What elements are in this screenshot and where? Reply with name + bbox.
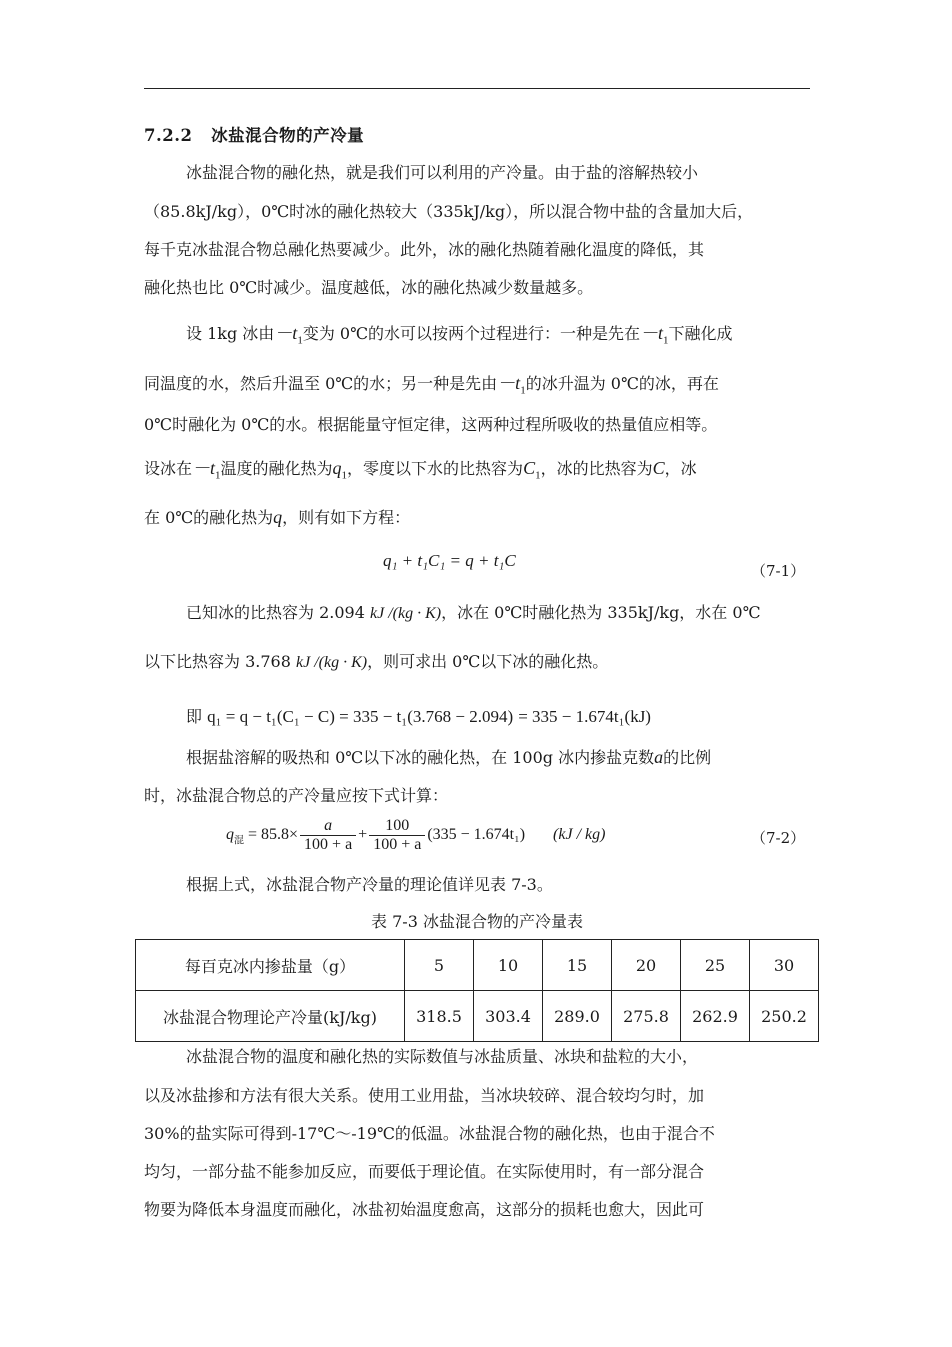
fraction-2: [369, 817, 425, 854]
table-row: [136, 940, 819, 991]
table-cell: 262.9: [681, 991, 750, 1042]
para3-line2: [144, 650, 810, 675]
text-span: 设冰在: [144, 459, 193, 478]
equation-7-2: [226, 817, 605, 854]
para1-line4: 融化热也比 0℃时减少。温度越低，冰的融化热减少数量越多。: [144, 278, 594, 297]
table-cell: 250.2: [750, 991, 819, 1042]
row-header-salt-amount: 每百克冰内掺盐量（g）: [136, 940, 405, 991]
para5-line: 根据上式，冰盐混合物产冷量的理论值详见表 7-3。: [186, 875, 553, 894]
symbol-neg-t1: $-t_1$: [497, 373, 526, 397]
equation-number-7-1: （7-1）: [751, 562, 806, 580]
text-span: ，则可求出 0℃以下冰的融化热。: [367, 652, 609, 671]
equation-derived: [186, 704, 651, 727]
text-span: 根据盐溶解的吸热和 0℃以下冰的融化热，在 100g 冰内掺盐克数: [186, 748, 655, 767]
table-cell: 289.0: [543, 991, 612, 1042]
text-span: 即: [186, 707, 203, 726]
eq-coef: = 85.8×: [248, 826, 299, 844]
para2-line5: [144, 505, 810, 530]
symbol-C: C: [652, 458, 665, 478]
text-span: 温度的融化热为: [220, 459, 333, 478]
eq-plus: +: [358, 826, 368, 844]
table-cell: 275.8: [612, 991, 681, 1042]
eq-lhs: q: [226, 826, 234, 844]
fraction-1: [300, 817, 356, 854]
equation-body: q₁ = q − t₁(C₁ − C) = 335 − t₁(3.768 − 2.094): [207, 707, 514, 726]
unit-specific-heat: kJ /(kg · K): [370, 605, 442, 622]
text-span: 的比例: [663, 748, 712, 767]
symbol-neg-t1: $-t_1$: [639, 323, 669, 347]
table-cell: 20: [612, 940, 681, 991]
header-rule: [144, 88, 810, 89]
text-span: 变为 0℃的水可以按两个过程进行：一种是先在: [302, 324, 640, 343]
row-header-cooling-capacity: 冰盐混合物理论产冷量(kJ/kg): [136, 991, 405, 1042]
para1-line1: 冰盐混合物的融化热，就是我们可以利用的产冷量。由于盐的溶解热较小: [186, 163, 699, 182]
text-span: ，冰: [664, 459, 697, 478]
table-cell: 30: [750, 940, 819, 991]
para6-line2: 以及冰盐掺和方法有很大关系。使用工业用盐，当冰块较碎、混合较均匀时，加: [144, 1086, 705, 1105]
eq-lhs-sub: 混: [234, 835, 244, 847]
text-span: ，冰在 0℃时融化热为 335kJ/kg，水在 0℃: [441, 603, 761, 622]
symbol-neg-t1: $-t_1$: [192, 458, 221, 482]
section-heading: [144, 122, 364, 146]
para4-line2: 时，冰盐混合物总的产冷量应按下式计算：: [144, 786, 449, 805]
symbol-q: q: [273, 507, 283, 527]
symbol-neg-t1: $-t_1$: [274, 323, 303, 347]
table-row: [136, 991, 819, 1042]
para3-line1: [186, 601, 852, 626]
table-cell: 15: [543, 940, 612, 991]
para6-line3: 30%的盐实际可得到-17℃～-19℃的低温。冰盐混合物的融化热，也由于混合不: [144, 1124, 715, 1143]
frac1-num: a: [300, 817, 356, 836]
text-span: 同温度的水，然后升温至 0℃的水；另一种是先由: [144, 374, 498, 393]
para6-line4: 均匀，一部分盐不能参加反应，而要低于理论值。在实际使用时，有一部分混合: [144, 1162, 705, 1181]
symbol-C1: $C_1$: [523, 458, 541, 482]
para2-line2: [144, 371, 810, 403]
symbol-q1: $q_1$: [332, 458, 348, 482]
text-span: 以下比热容为 3.768: [144, 652, 291, 671]
para2-line1: [186, 321, 852, 353]
text-span: 已知冰的比热容为 2.094: [186, 603, 365, 622]
para6-line5: 物要为降低本身温度而融化，冰盐初始温度愈高，这部分的损耗也愈大，因此可: [144, 1200, 705, 1219]
text-span: ，零度以下水的比热容为: [347, 459, 524, 478]
equation-7-1: q₁ + t₁C₁ = q + t₁C: [383, 551, 516, 570]
text-span: 下融化成: [668, 324, 733, 343]
section-number: 7.2.2: [144, 126, 193, 145]
para1-line2: （85.8kJ/kg），0℃时冰的融化热较大（335kJ/kg），所以混合物中盐的含量加大后，: [144, 202, 754, 221]
table-cell: 303.4: [474, 991, 543, 1042]
frac2-den: 100 + a: [373, 836, 422, 853]
table-cell: 5: [405, 940, 474, 991]
para2-line3: 0℃时融化为 0℃的水。根据能量守恒定律，这两种过程所吸收的热量值应相等。: [144, 415, 718, 434]
text-span: ，则有如下方程：: [282, 508, 411, 527]
text-span: 的冰升温为 0℃的冰，再在: [525, 374, 719, 393]
table-cell: 25: [681, 940, 750, 991]
symbol-a: a: [654, 747, 664, 767]
equation-number-7-2: （7-2）: [751, 829, 806, 847]
equation-result: = 335 − 1.674t₁(kJ): [518, 707, 651, 726]
frac2-num: 100: [369, 817, 425, 836]
para4-line1: [186, 745, 852, 770]
frac1-den: 100 + a: [304, 836, 353, 853]
unit-specific-heat: kJ /(kg · K): [296, 654, 368, 671]
para1-line3: 每千克冰盐混合物总融化热要减少。此外，冰的融化热随着融化温度的降低，其: [144, 240, 705, 259]
table-caption: 表 7-3 冰盐混合物的产冷量表: [371, 912, 583, 931]
table-cell: 10: [474, 940, 543, 991]
cooling-capacity-table: [135, 939, 819, 1042]
eq-unit: (kJ / kg): [553, 826, 606, 844]
para2-line4: [144, 456, 810, 488]
para6-line1: 冰盐混合物的温度和融化热的实际数值与冰盐质量、冰块和盐粒的大小，: [186, 1047, 699, 1066]
eq-tail: (335 − 1.674t₁): [427, 826, 526, 844]
text-span: ，冰的比热容为: [540, 459, 653, 478]
text-span: 在 0℃的融化热为: [144, 508, 274, 527]
table-cell: 318.5: [405, 991, 474, 1042]
text-span: 设 1kg 冰由: [186, 324, 275, 343]
section-title: 冰盐混合物的产冷量: [211, 126, 365, 145]
